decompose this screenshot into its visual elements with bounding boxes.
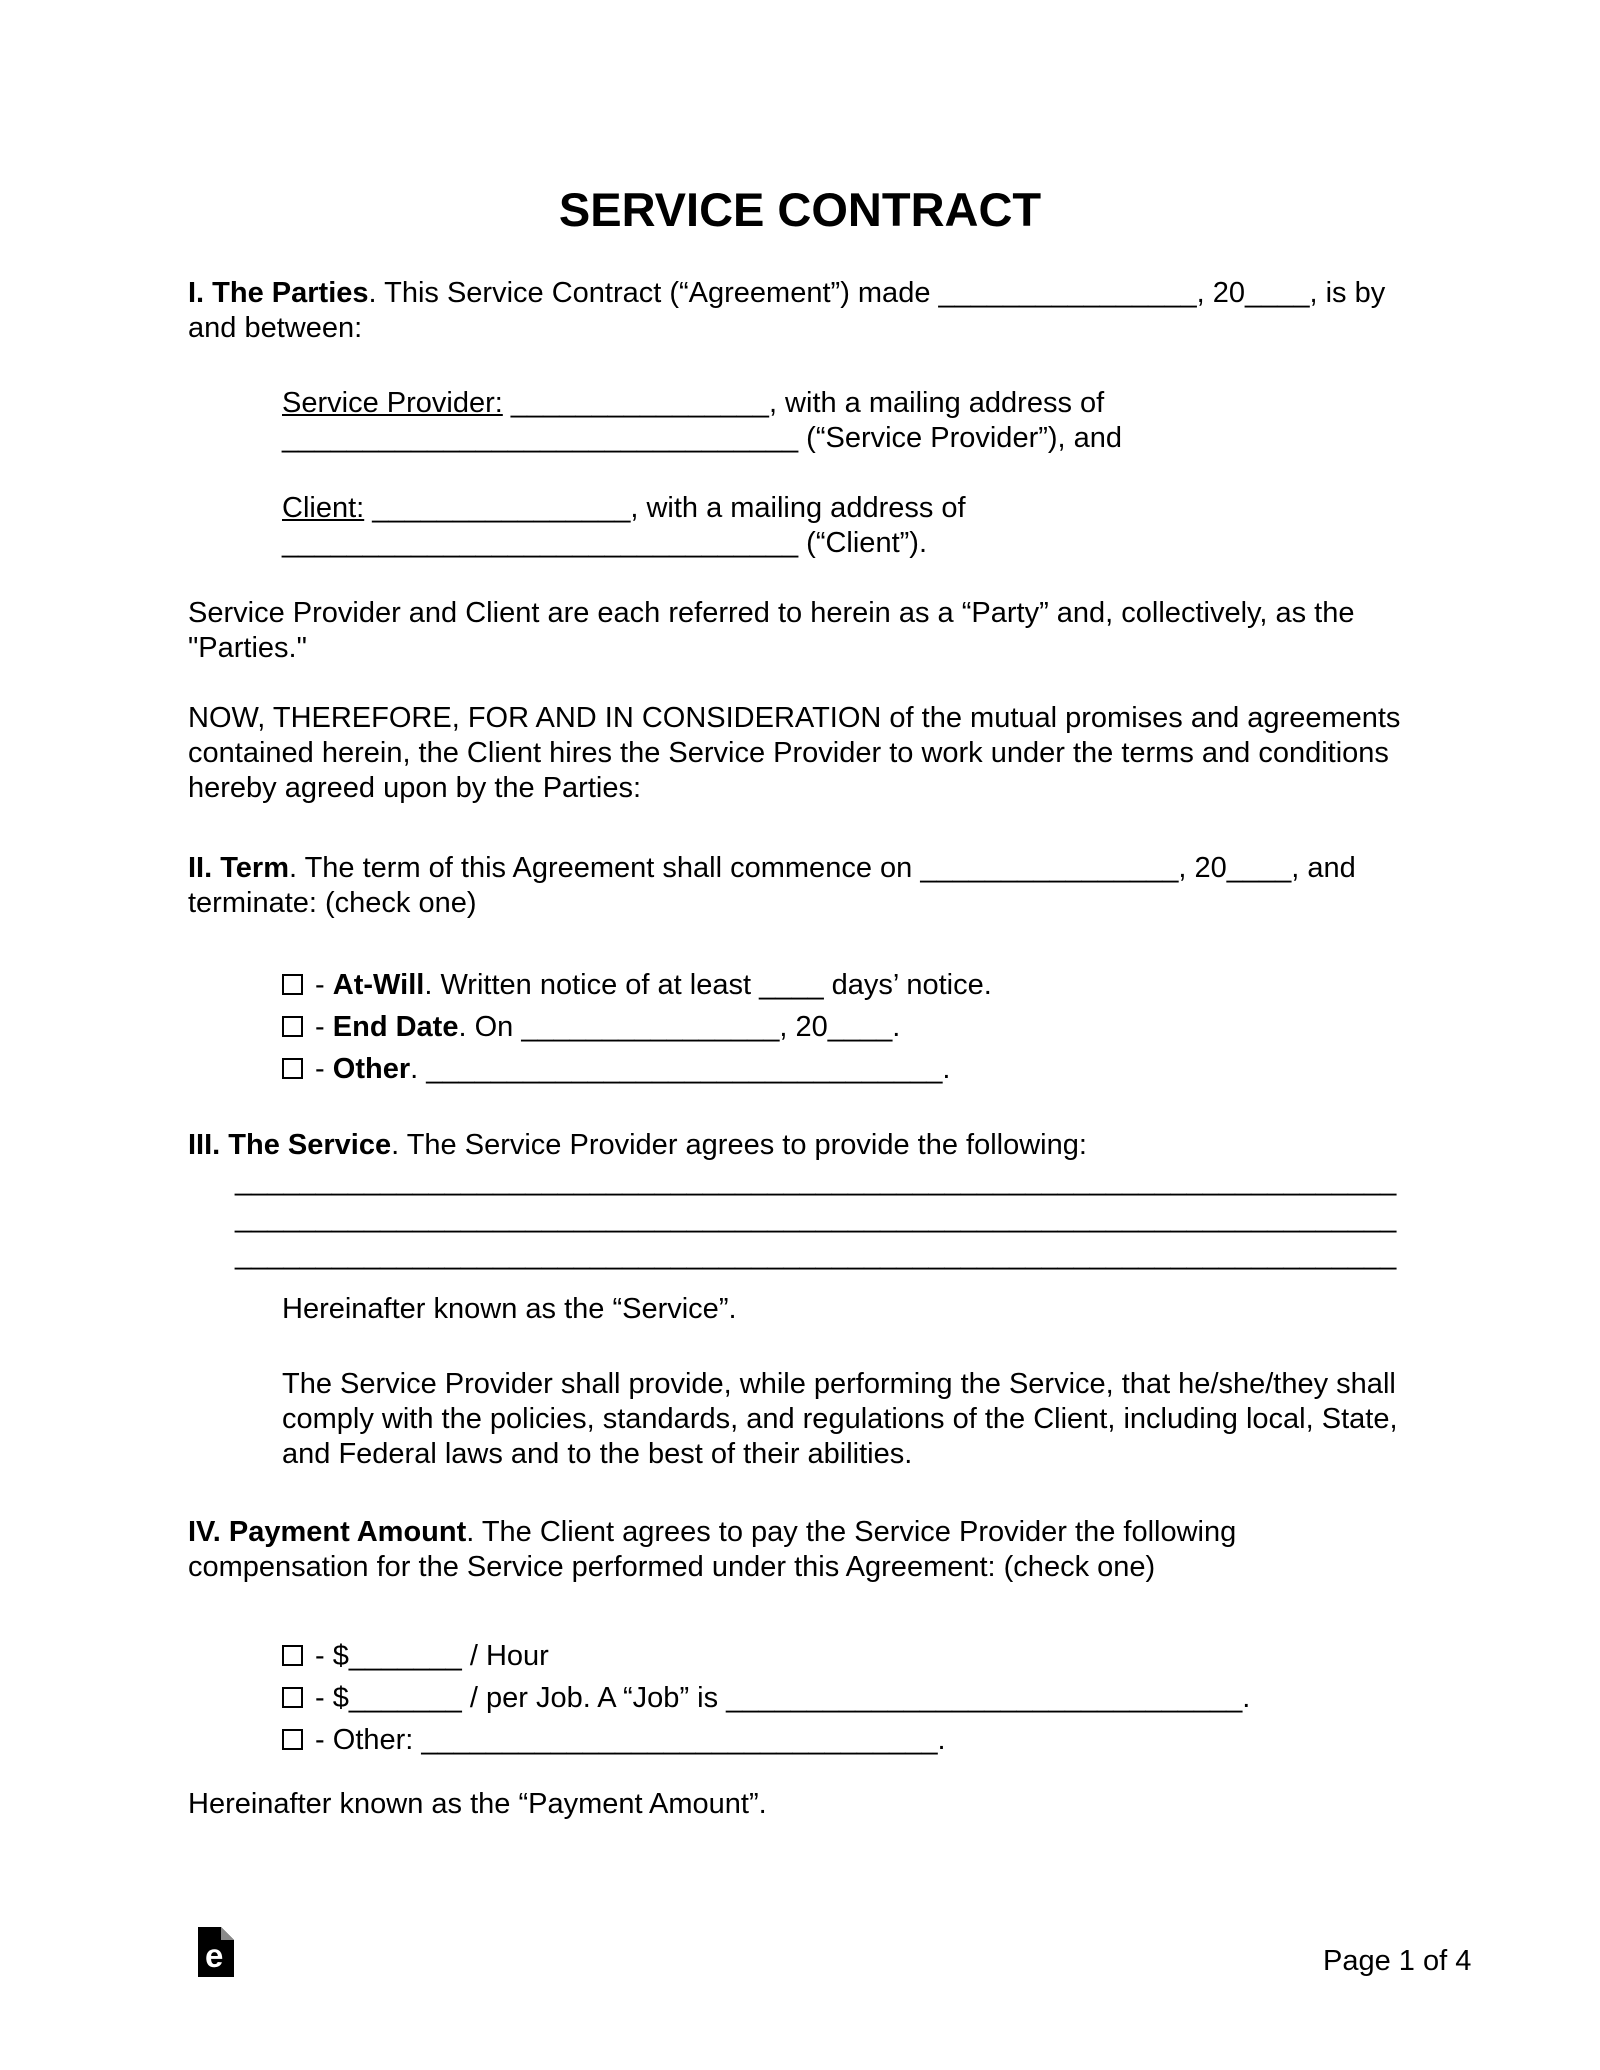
blank-notice-days[interactable]: ____ xyxy=(759,969,824,1001)
blank-commence-year[interactable]: ____ xyxy=(1226,852,1292,884)
contract-content xyxy=(188,0,1412,1822)
payment-option-other: - Other: ________________________________. xyxy=(282,1719,1412,1761)
checkbox-term-other[interactable] xyxy=(282,1058,303,1079)
section-payment-heading: IV. Payment Amount xyxy=(188,1516,467,1548)
service-description-lines xyxy=(235,1163,1412,1274)
service-line-2[interactable]: ________________________________________________________________________ xyxy=(235,1202,1397,1234)
payment-option-hourly: - $_______ / Hour xyxy=(282,1635,1412,1677)
checkbox-hourly[interactable] xyxy=(282,1645,303,1666)
section-term: II. Term. The term of this Agreement shall commence on ________________, 20____, and terminate: (check one) xyxy=(188,852,1356,919)
client-block: Client: ________________, with a mailing address of ________________________________ (“Client”). xyxy=(282,492,966,559)
payment-options-list xyxy=(282,1635,1412,1761)
term-option-other: - Other. ________________________________. xyxy=(282,1048,1412,1090)
checkbox-end-date[interactable] xyxy=(282,1016,303,1037)
client-label: Client: xyxy=(282,492,365,524)
page-title: SERVICE CONTRACT xyxy=(558,183,1042,236)
section-service: III. The Service. The Service Provider agrees to provide the following: xyxy=(188,1129,1087,1161)
section-parties-heading: I. The Parties xyxy=(188,277,369,309)
section-service-heading: III. The Service xyxy=(188,1129,392,1161)
section-parties: I. The Parties. This Service Contract (“Agreement”) made ________________, 20____, is by and between: xyxy=(188,277,1386,344)
blank-agreement-date[interactable]: ________________ xyxy=(938,277,1197,309)
logo-letter: e xyxy=(205,1937,224,1974)
checkbox-at-will[interactable] xyxy=(282,974,303,995)
blank-client-address[interactable]: ________________________________ xyxy=(282,527,799,559)
eforms-logo xyxy=(198,1927,234,1977)
blank-job-definition[interactable]: ________________________________ xyxy=(726,1682,1243,1714)
term-option-end-date: - End Date. On ________________, 20____. xyxy=(282,1006,1412,1048)
section-term-heading: II. Term xyxy=(188,852,289,884)
consideration-clause: NOW, THEREFORE, FOR AND IN CONSIDERATION of the mutual promises and agreements contained herein, the Client hires the Service Provider to work under the terms and conditions hereby agreed upon by the Parties: xyxy=(188,702,1401,804)
service-provider-block: Service Provider: ________________, with a mailing address of ________________________________ (“Service Provider”), and xyxy=(282,387,1123,454)
blank-end-date[interactable]: ________________ xyxy=(521,1011,780,1043)
service-known-as: Hereinafter known as the “Service”. xyxy=(282,1293,737,1325)
blank-term-other[interactable]: ________________________________ xyxy=(426,1053,943,1085)
checkbox-payment-other[interactable] xyxy=(282,1729,303,1750)
term-options-list xyxy=(282,964,1412,1090)
blank-payment-other[interactable]: ________________________________ xyxy=(421,1724,938,1756)
blank-job-amount[interactable]: _______ xyxy=(348,1682,462,1714)
payment-known-as: Hereinafter known as the “Payment Amount”. xyxy=(188,1788,767,1820)
blank-client-name[interactable]: ________________ xyxy=(372,492,631,524)
service-line-3[interactable]: ________________________________________________________________________ xyxy=(235,1239,1397,1271)
page-number: Page 1 of 4 xyxy=(1323,1945,1472,1977)
blank-end-year[interactable]: ____ xyxy=(827,1011,893,1043)
blank-service-provider-name[interactable]: ________________ xyxy=(510,387,769,419)
payment-option-per-job: - $_______ / per Job. A “Job” is ________________________________. xyxy=(282,1677,1412,1719)
service-compliance: The Service Provider shall provide, while performing the Service, that he/she/they shall comply with the policies, standards, and regulations of the Client, including local, State, and Federal laws and to the best of their abilities. xyxy=(282,1368,1398,1470)
blank-agreement-year[interactable]: ____ xyxy=(1244,277,1310,309)
term-option-at-will: - At-Will. Written notice of at least ____ days’ notice. xyxy=(282,964,1412,1006)
blank-hourly-amount[interactable]: _______ xyxy=(348,1640,462,1672)
parties-note: Service Provider and Client are each referred to herein as a “Party” and, collectively, as the "Parties." xyxy=(188,597,1355,664)
blank-service-provider-address[interactable]: ________________________________ xyxy=(282,422,799,454)
blank-commence-date[interactable]: ________________ xyxy=(920,852,1179,884)
checkbox-per-job[interactable] xyxy=(282,1687,303,1708)
service-provider-label: Service Provider: xyxy=(282,387,503,419)
service-line-1[interactable]: ________________________________________________________________________ xyxy=(235,1165,1397,1197)
section-payment: IV. Payment Amount. The Client agrees to pay the Service Provider the following compensation for the Service performed under this Agreement: (check one) xyxy=(188,1516,1237,1583)
